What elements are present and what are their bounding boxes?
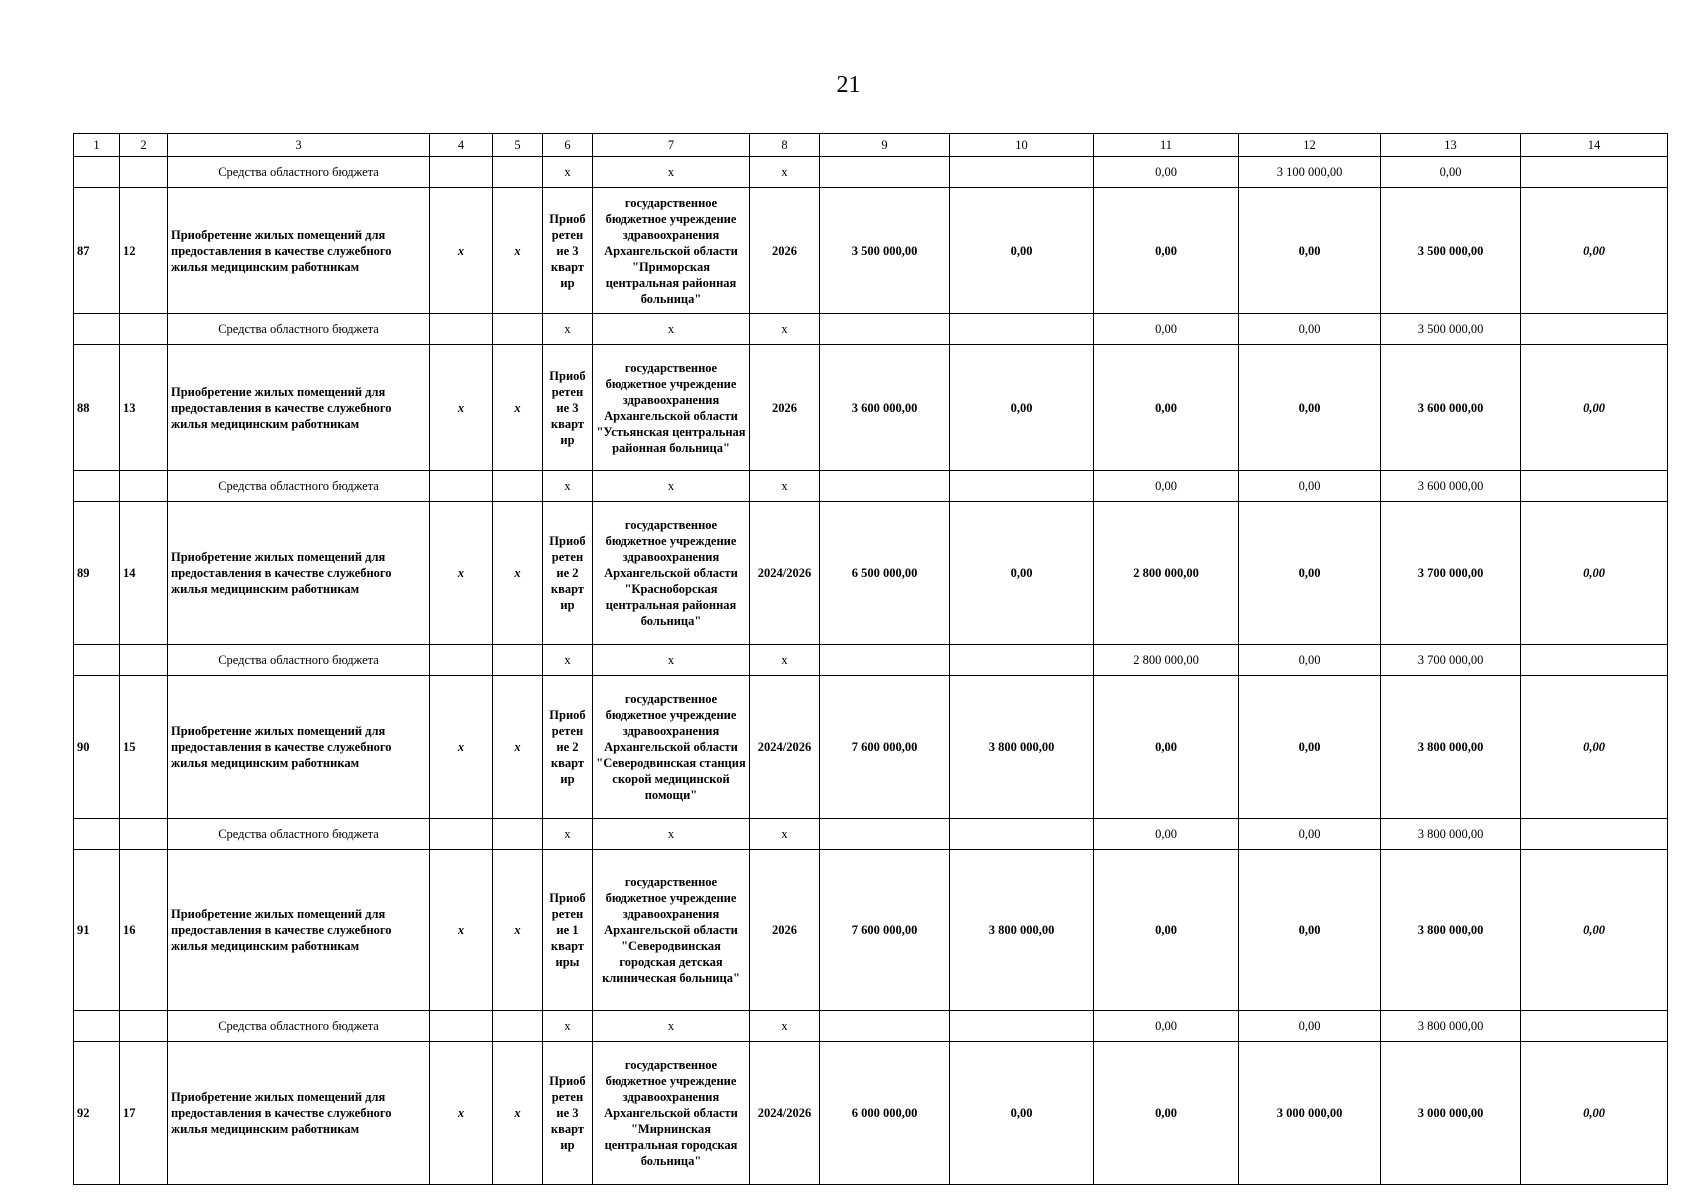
cell-c11: 0,00	[1094, 819, 1239, 850]
cell-c6: x	[543, 157, 593, 188]
page-number: 21	[836, 72, 861, 98]
cell-c4: x	[430, 676, 493, 819]
cell-c10: 0,00	[950, 1042, 1094, 1185]
cell-c10: 0,00	[950, 188, 1094, 314]
cell-c14: 0,00	[1521, 1042, 1668, 1185]
cell-c12: 0,00	[1239, 1011, 1381, 1042]
cell-c13: 3 000 000,00	[1381, 1042, 1521, 1185]
funding-source-row	[74, 819, 1668, 850]
cell-c13: 3 600 000,00	[1381, 471, 1521, 502]
activity-name: Приобретение жилых помещений для предоставления в качестве служебного жилья медицинским работникам	[168, 345, 430, 471]
item-number: 17	[120, 1042, 168, 1185]
table-row	[74, 345, 1668, 471]
cell-c10: 3 800 000,00	[950, 676, 1094, 819]
cell-empty	[430, 471, 493, 502]
cell-c10: 3 800 000,00	[950, 850, 1094, 1011]
cell-c9	[820, 157, 950, 188]
cell-c10: 0,00	[950, 345, 1094, 471]
table-row	[74, 502, 1668, 645]
cell-c9	[820, 1011, 950, 1042]
cell-c13: 3 800 000,00	[1381, 850, 1521, 1011]
cell-c11: 0,00	[1094, 471, 1239, 502]
cell-c9: 3 600 000,00	[820, 345, 950, 471]
cell-empty	[493, 471, 543, 502]
item-number: 13	[120, 345, 168, 471]
cell-c10	[950, 645, 1094, 676]
table-row	[74, 1042, 1668, 1185]
item-number: 15	[120, 676, 168, 819]
cell-c8: x	[750, 645, 820, 676]
funding-source-row	[74, 157, 1668, 188]
cell-c14	[1521, 471, 1668, 502]
cell-empty	[120, 157, 168, 188]
cell-c13: 3 500 000,00	[1381, 188, 1521, 314]
cell-empty	[120, 645, 168, 676]
cell-c14	[1521, 157, 1668, 188]
cell-c11: 2 800 000,00	[1094, 645, 1239, 676]
responsible-institution: государственное бюджетное учреждение здравоохранения Архангельской области "Устьянская центральная районная больница"	[593, 345, 750, 471]
years: 2026	[750, 345, 820, 471]
table-row	[74, 676, 1668, 819]
cell-c6: x	[543, 819, 593, 850]
cell-empty	[493, 819, 543, 850]
cell-c5: x	[493, 1042, 543, 1185]
cell-c10	[950, 819, 1094, 850]
cell-empty	[74, 157, 120, 188]
cell-c14	[1521, 1011, 1668, 1042]
activity-name: Приобретение жилых помещений для предоставления в качестве служебного жилья медицинским работникам	[168, 1042, 430, 1185]
cell-c11: 0,00	[1094, 1011, 1239, 1042]
cell-c8: x	[750, 314, 820, 345]
cell-c12: 0,00	[1239, 345, 1381, 471]
cell-c13: 3 700 000,00	[1381, 502, 1521, 645]
header-row	[74, 134, 1668, 157]
cell-empty	[493, 314, 543, 345]
cell-c14: 0,00	[1521, 345, 1668, 471]
cell-c5: x	[493, 188, 543, 314]
cell-c12: 0,00	[1239, 819, 1381, 850]
cell-c5: x	[493, 502, 543, 645]
cell-c9	[820, 645, 950, 676]
cell-c13: 3 500 000,00	[1381, 314, 1521, 345]
cell-c12: 0,00	[1239, 188, 1381, 314]
cell-c6: x	[543, 314, 593, 345]
column-header-2: 2	[120, 134, 168, 157]
cell-c8: x	[750, 157, 820, 188]
column-header-7: 7	[593, 134, 750, 157]
cell-empty	[430, 1011, 493, 1042]
cell-c6: x	[543, 471, 593, 502]
cell-empty	[120, 1011, 168, 1042]
cell-c9: 7 600 000,00	[820, 676, 950, 819]
column-header-11: 11	[1094, 134, 1239, 157]
activity-name: Приобретение жилых помещений для предоставления в качестве служебного жилья медицинским работникам	[168, 188, 430, 314]
cell-empty	[74, 314, 120, 345]
responsible-institution: государственное бюджетное учреждение здравоохранения Архангельской области "Красноборская центральная районная больница"	[593, 502, 750, 645]
acquisition-description: Приоб ретен ие 1 кварт иры	[543, 850, 593, 1011]
column-header-3: 3	[168, 134, 430, 157]
years: 2026	[750, 188, 820, 314]
table-row	[74, 188, 1668, 314]
cell-c7: x	[593, 645, 750, 676]
funding-source-name: Средства областного бюджета	[168, 471, 430, 502]
funding-source-name: Средства областного бюджета	[168, 819, 430, 850]
funding-source-row	[74, 471, 1668, 502]
cell-c12: 0,00	[1239, 850, 1381, 1011]
cell-c14: 0,00	[1521, 188, 1668, 314]
responsible-institution: государственное бюджетное учреждение здравоохранения Архангельской области "Приморская центральная районная больница"	[593, 188, 750, 314]
years: 2026	[750, 850, 820, 1011]
cell-c9	[820, 314, 950, 345]
cell-empty	[74, 1011, 120, 1042]
cell-c12: 0,00	[1239, 645, 1381, 676]
row-number: 87	[74, 188, 120, 314]
funding-source-name: Средства областного бюджета	[168, 157, 430, 188]
cell-c9	[820, 471, 950, 502]
cell-c11: 0,00	[1094, 314, 1239, 345]
column-header-9: 9	[820, 134, 950, 157]
acquisition-description: Приоб ретен ие 2 кварт ир	[543, 502, 593, 645]
funding-source-name: Средства областного бюджета	[168, 314, 430, 345]
cell-c7: x	[593, 157, 750, 188]
responsible-institution: государственное бюджетное учреждение здравоохранения Архангельской области "Северодвинская городская детская клиническая больница"	[593, 850, 750, 1011]
column-header-10: 10	[950, 134, 1094, 157]
cell-c13: 0,00	[1381, 157, 1521, 188]
cell-empty	[430, 819, 493, 850]
cell-empty	[74, 645, 120, 676]
cell-c4: x	[430, 850, 493, 1011]
cell-c11: 0,00	[1094, 345, 1239, 471]
funding-source-row	[74, 314, 1668, 345]
years: 2024/2026	[750, 676, 820, 819]
responsible-institution: государственное бюджетное учреждение здравоохранения Архангельской области "Мирнинская центральная городская больница"	[593, 1042, 750, 1185]
column-header-12: 12	[1239, 134, 1381, 157]
cell-c14	[1521, 645, 1668, 676]
cell-empty	[493, 157, 543, 188]
cell-c14: 0,00	[1521, 502, 1668, 645]
cell-c6: x	[543, 645, 593, 676]
cell-c4: x	[430, 1042, 493, 1185]
cell-empty	[120, 471, 168, 502]
column-header-5: 5	[493, 134, 543, 157]
cell-c7: x	[593, 1011, 750, 1042]
column-header-6: 6	[543, 134, 593, 157]
activity-name: Приобретение жилых помещений для предоставления в качестве служебного жилья медицинским работникам	[168, 850, 430, 1011]
cell-c13: 3 800 000,00	[1381, 676, 1521, 819]
cell-c11: 0,00	[1094, 157, 1239, 188]
acquisition-description: Приоб ретен ие 3 кварт ир	[543, 345, 593, 471]
cell-c10	[950, 1011, 1094, 1042]
cell-c13: 3 600 000,00	[1381, 345, 1521, 471]
cell-c11: 0,00	[1094, 188, 1239, 314]
row-number: 89	[74, 502, 120, 645]
column-header-4: 4	[430, 134, 493, 157]
cell-c14: 0,00	[1521, 850, 1668, 1011]
cell-c5: x	[493, 345, 543, 471]
acquisition-description: Приоб ретен ие 3 кварт ир	[543, 1042, 593, 1185]
table-row	[74, 850, 1668, 1011]
cell-c8: x	[750, 1011, 820, 1042]
cell-c10: 0,00	[950, 502, 1094, 645]
cell-c13: 3 800 000,00	[1381, 819, 1521, 850]
column-header-13: 13	[1381, 134, 1521, 157]
cell-empty	[120, 819, 168, 850]
years: 2024/2026	[750, 502, 820, 645]
cell-empty	[430, 157, 493, 188]
funding-source-name: Средства областного бюджета	[168, 1011, 430, 1042]
cell-empty	[493, 1011, 543, 1042]
item-number: 14	[120, 502, 168, 645]
column-header-14: 14	[1521, 134, 1668, 157]
cell-c9: 7 600 000,00	[820, 850, 950, 1011]
cell-empty	[430, 314, 493, 345]
cell-c11: 0,00	[1094, 850, 1239, 1011]
cell-c12: 3 000 000,00	[1239, 1042, 1381, 1185]
responsible-institution: государственное бюджетное учреждение здравоохранения Архангельской области "Северодвинская станция скорой медицинской помощи"	[593, 676, 750, 819]
cell-c7: x	[593, 819, 750, 850]
cell-empty	[120, 314, 168, 345]
cell-c11: 0,00	[1094, 1042, 1239, 1185]
cell-c4: x	[430, 188, 493, 314]
budget-table	[73, 133, 1668, 1185]
cell-c9: 6 500 000,00	[820, 502, 950, 645]
cell-c14	[1521, 314, 1668, 345]
item-number: 16	[120, 850, 168, 1011]
cell-c6: x	[543, 1011, 593, 1042]
cell-empty	[74, 471, 120, 502]
cell-c13: 3 800 000,00	[1381, 1011, 1521, 1042]
cell-c13: 3 700 000,00	[1381, 645, 1521, 676]
cell-c12: 0,00	[1239, 314, 1381, 345]
cell-c14: 0,00	[1521, 676, 1668, 819]
cell-c10	[950, 157, 1094, 188]
cell-c5: x	[493, 676, 543, 819]
cell-c8: x	[750, 819, 820, 850]
activity-name: Приобретение жилых помещений для предоставления в качестве служебного жилья медицинским работникам	[168, 676, 430, 819]
cell-c5: x	[493, 850, 543, 1011]
column-header-8: 8	[750, 134, 820, 157]
cell-c9	[820, 819, 950, 850]
row-number: 88	[74, 345, 120, 471]
cell-empty	[74, 819, 120, 850]
cell-c4: x	[430, 502, 493, 645]
acquisition-description: Приоб ретен ие 2 кварт ир	[543, 676, 593, 819]
column-header-1: 1	[74, 134, 120, 157]
cell-c11: 0,00	[1094, 676, 1239, 819]
cell-c10	[950, 471, 1094, 502]
cell-c8: x	[750, 471, 820, 502]
cell-c9: 3 500 000,00	[820, 188, 950, 314]
funding-source-row	[74, 1011, 1668, 1042]
cell-c9: 6 000 000,00	[820, 1042, 950, 1185]
funding-source-name: Средства областного бюджета	[168, 645, 430, 676]
years: 2024/2026	[750, 1042, 820, 1185]
cell-c7: x	[593, 471, 750, 502]
cell-c12: 0,00	[1239, 676, 1381, 819]
funding-source-row	[74, 645, 1668, 676]
cell-empty	[493, 645, 543, 676]
cell-c12: 0,00	[1239, 471, 1381, 502]
cell-c4: x	[430, 345, 493, 471]
acquisition-description: Приоб ретен ие 3 кварт ир	[543, 188, 593, 314]
cell-c11: 2 800 000,00	[1094, 502, 1239, 645]
row-number: 90	[74, 676, 120, 819]
cell-c10	[950, 314, 1094, 345]
cell-c14	[1521, 819, 1668, 850]
item-number: 12	[120, 188, 168, 314]
cell-c12: 0,00	[1239, 502, 1381, 645]
cell-empty	[430, 645, 493, 676]
row-number: 91	[74, 850, 120, 1011]
cell-c7: x	[593, 314, 750, 345]
row-number: 92	[74, 1042, 120, 1185]
activity-name: Приобретение жилых помещений для предоставления в качестве служебного жилья медицинским работникам	[168, 502, 430, 645]
cell-c12: 3 100 000,00	[1239, 157, 1381, 188]
